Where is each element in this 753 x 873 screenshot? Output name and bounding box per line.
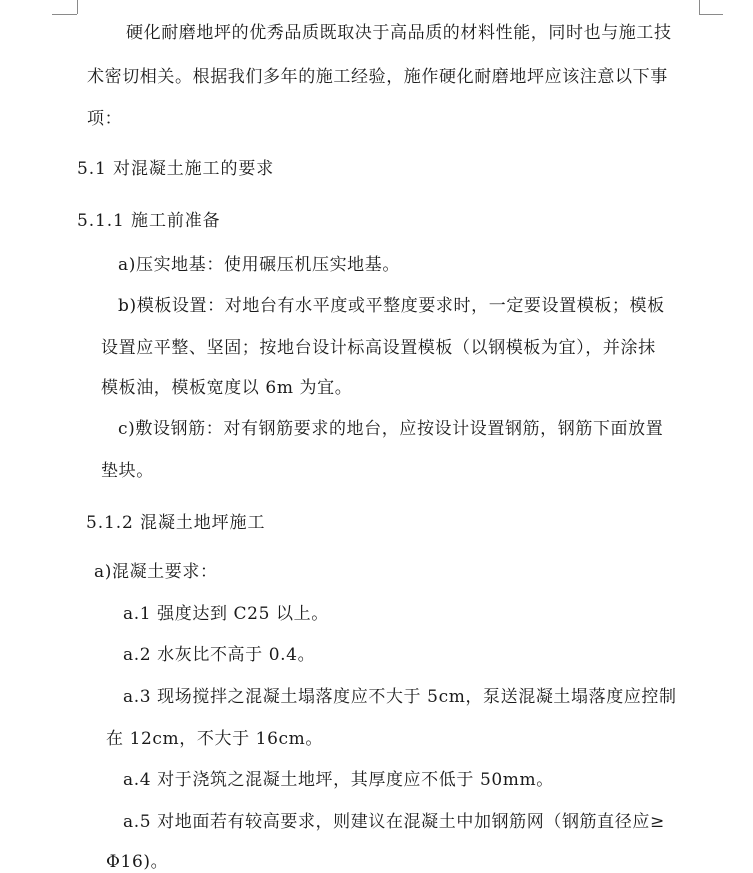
item-a1-strength: a.1 强度达到 C25 以上。 bbox=[123, 604, 329, 624]
item-a3-line-1: a.3 现场搅拌之混凝土塌落度应不大于 5cm，泵送混凝土塌落度应控制 bbox=[123, 687, 677, 707]
crop-mark-top-right-horizontal bbox=[699, 14, 723, 15]
item-a5-line-2: Φ16)。 bbox=[106, 852, 169, 872]
heading-5-1-1: 5.1.1 施工前准备 bbox=[77, 211, 221, 231]
crop-mark-top-right bbox=[699, 0, 700, 14]
crop-mark-top-left bbox=[77, 0, 78, 14]
item-a2-water-cement-ratio: a.2 水灰比不高于 0.4。 bbox=[123, 645, 316, 665]
sub-a-concrete-requirements: a)混凝土要求： bbox=[94, 562, 218, 582]
item-a4-thickness: a.4 对于浇筑之混凝土地坪，其厚度应不低于 50mm。 bbox=[123, 770, 554, 790]
heading-5-1-2: 5.1.2 混凝土地坪施工 bbox=[86, 513, 266, 533]
intro-paragraph-line-3: 项： bbox=[87, 109, 123, 129]
item-a-compact-foundation: a)压实地基：使用碾压机压实地基。 bbox=[118, 255, 400, 275]
item-b-line-2: 设置应平整、坚固；按地台设计标高设置模板（以钢模板为宜），并涂抹 bbox=[101, 338, 656, 358]
item-b-line-3: 模板油，模板宽度以 6m 为宜。 bbox=[101, 378, 353, 398]
item-a5-line-1: a.5 对地面若有较高要求，则建议在混凝土中加钢筋网（钢筋直径应≥ bbox=[123, 812, 665, 832]
intro-paragraph-line-2: 术密切相关。根据我们多年的施工经验，施作硬化耐磨地坪应该注意以下事 bbox=[87, 67, 668, 87]
crop-mark-top-left-horizontal bbox=[52, 14, 77, 15]
item-c-line-2: 垫块。 bbox=[101, 461, 154, 481]
item-c-line-1: c)敷设钢筋：对有钢筋要求的地台，应按设计设置钢筋，钢筋下面放置 bbox=[118, 419, 664, 439]
heading-5-1: 5.1 对混凝土施工的要求 bbox=[77, 159, 275, 179]
item-a3-line-2: 在 12cm，不大于 16cm。 bbox=[106, 729, 323, 749]
intro-paragraph-line-1: 硬化耐磨地坪的优秀品质既取决于高品质的材料性能，同时也与施工技 bbox=[126, 23, 672, 43]
item-b-line-1: b)模板设置：对地台有水平度或平整度要求时，一定要设置模板；模板 bbox=[118, 296, 665, 316]
